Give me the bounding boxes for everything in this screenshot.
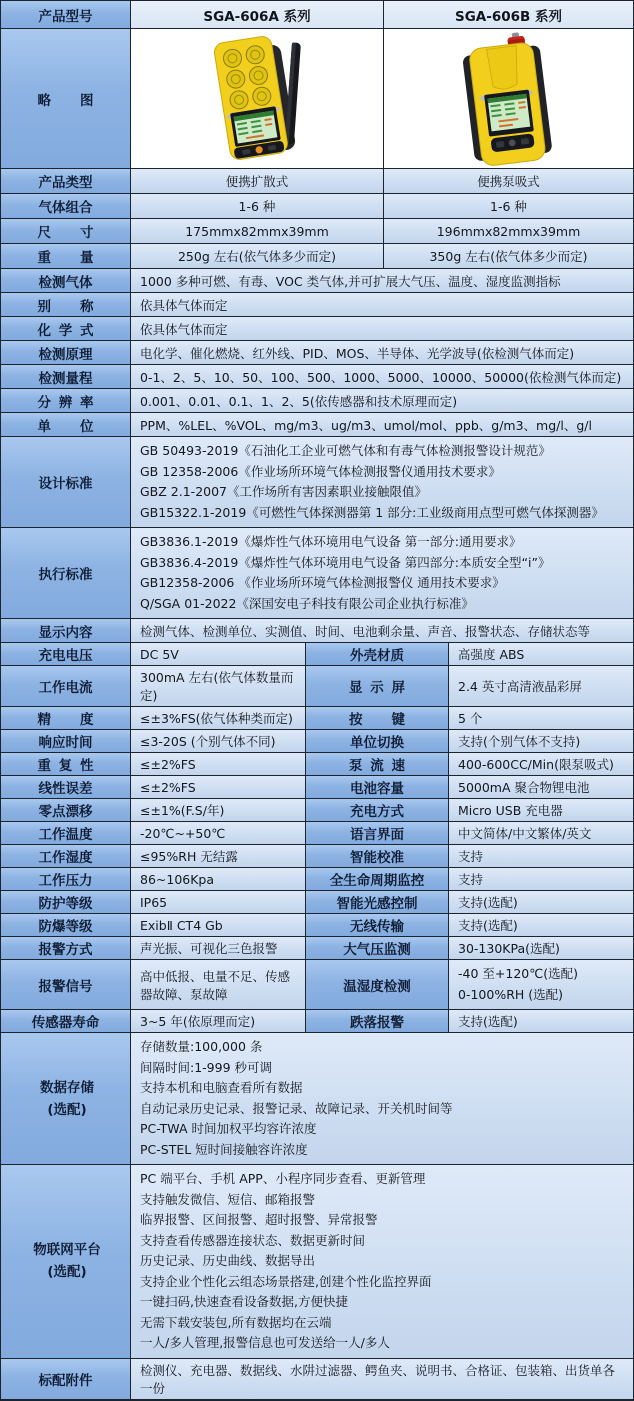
- row-product-type: [1, 169, 633, 194]
- value-wireless: 支持(选配): [449, 914, 633, 937]
- feature-line: PC 端平台、手机 APP、小程序同步查看、更新管理: [140, 1171, 426, 1186]
- product-photo-sga-606b: [384, 29, 633, 168]
- standard-line: GB3836.4-2019《爆炸性气体环境用电气设备 第四部分:本质安全型“i”》: [140, 554, 551, 570]
- feature-line: 支持触发微信、短信、邮箱报警: [140, 1191, 316, 1207]
- standard-line: GB 12358-2006《作业场所环境气体检测报警仪通用技术要求》: [140, 463, 501, 479]
- row-alias: [1, 293, 633, 317]
- value-exec-standards: [131, 528, 633, 619]
- value-display-content: 检测气体、检测单位、实测值、时间、电池剩余量、声音、报警状态、存储状态等: [131, 619, 633, 643]
- row-accessories: [1, 1359, 633, 1399]
- feature-line: PC-TWA 时间加权平均容许浓度: [140, 1121, 317, 1136]
- label-unit-switch: 单位切换: [306, 730, 449, 753]
- label-buttons: 按键: [306, 707, 449, 730]
- label-data-storage: [1, 1033, 131, 1165]
- label-line: (选配): [47, 1264, 87, 1281]
- value-charging: Micro USB 充电器: [449, 799, 633, 822]
- value-pump-flow: 400-600CC/Min(限泵吸式): [449, 753, 633, 776]
- value-ip-rating: IP65: [131, 891, 306, 914]
- label-working-current: 工作电流: [1, 666, 131, 707]
- label-response-time: 响应时间: [1, 730, 131, 753]
- feature-line: 一键扫码,快速查看设备数据,方便快捷: [140, 1294, 348, 1309]
- value-data-storage: [131, 1033, 633, 1165]
- label-line: 物联网平台: [33, 1242, 101, 1259]
- row-work-pressure: [1, 868, 633, 891]
- row-alarm-mode: [1, 937, 633, 960]
- value-language: 中文简体/中文繁体/英文: [449, 822, 633, 845]
- value-alias: 依具体气体而定: [131, 293, 633, 317]
- label-sensor-life: 传感器寿命: [1, 1010, 131, 1033]
- row-iot-platform: [1, 1165, 633, 1359]
- value-line: 0-100%RH (选配): [458, 986, 564, 1002]
- feature-line: 历史记录、历史曲线、数据导出: [140, 1253, 316, 1268]
- label-principle: 检测原理: [1, 341, 131, 365]
- value-shell-material: 高强度 ABS: [449, 643, 633, 666]
- label-work-humidity: 工作湿度: [1, 845, 131, 868]
- value-repeatability: ≤±2%FS: [131, 753, 306, 776]
- label-weight: 重量: [1, 244, 131, 269]
- label-accuracy: 精度: [1, 707, 131, 730]
- feature-line: 间隔时间:1-999 秒可调: [140, 1059, 273, 1075]
- row-design-standards: [1, 437, 633, 528]
- row-detect-gases: [1, 269, 633, 293]
- product-image-cell-a: [131, 29, 384, 169]
- value-product-type-a: 便携扩散式: [131, 169, 384, 194]
- gas-detector-a-illustration: [182, 32, 332, 166]
- row-resolution: [1, 389, 633, 413]
- label-range: 检测量程: [1, 365, 131, 389]
- value-light-sensor: 支持(选配): [449, 891, 633, 914]
- row-linearity: [1, 776, 633, 799]
- label-exec-standards: 执行标准: [1, 528, 131, 619]
- label-sketch: 略图: [1, 29, 131, 169]
- value-gas-combo-b: 1-6 种: [384, 194, 633, 219]
- value-product-type-b: 便携泵吸式: [384, 169, 633, 194]
- row-ex-rating: [1, 914, 633, 937]
- feature-line: 支持企业个性化云组态场景搭建,创建个性化监控界面: [140, 1273, 432, 1289]
- row-sketch: [1, 29, 633, 169]
- label-work-pressure: 工作压力: [1, 868, 131, 891]
- label-alarm-mode: 报警方式: [1, 937, 131, 960]
- value-line: -40 至+120℃(选配): [458, 966, 579, 981]
- value-linearity: ≤±2%FS: [131, 776, 306, 799]
- row-repeatability: [1, 753, 633, 776]
- value-size-b: 196mmx82mmx39mm: [384, 219, 633, 244]
- value-principle: 电化学、催化燃烧、红外线、PID、MOS、半导体、光学波导(依检测气体而定): [131, 341, 633, 365]
- standard-line: GB3836.1-2019《爆炸性气体环境用电气设备 第一部分:通用要求》: [140, 534, 522, 549]
- value-resolution: 0.001、0.01、0.1、1、2、5(依传感器和技术原理而定): [131, 389, 633, 413]
- label-wireless: 无线传输: [306, 914, 449, 937]
- feature-line: 支持查看传感器连接状态、数据更新时间: [140, 1232, 366, 1248]
- row-work-humidity: [1, 845, 633, 868]
- label-shell-material: 外壳材质: [306, 643, 449, 666]
- row-range: [1, 365, 633, 389]
- label-ex-rating: 防爆等级: [1, 914, 131, 937]
- label-alarm-signal: 报警信号: [1, 960, 131, 1010]
- value-work-pressure: 86~106Kpa: [131, 868, 306, 891]
- standard-line: GB15322.1-2019《可燃性气体探测器第 1 部分:工业级商用点型可燃气体探测器》: [140, 504, 604, 520]
- label-resolution: 分辨率: [1, 389, 131, 413]
- label-smart-cal: 智能校准: [306, 845, 449, 868]
- product-photo-sga-606a: [131, 29, 383, 168]
- value-temp-humidity-detect: [449, 960, 633, 1010]
- label-line: 数据存储: [40, 1079, 94, 1096]
- row-exec-standards: [1, 528, 633, 619]
- label-detect-gases: 检测气体: [1, 269, 131, 293]
- row-sensor-life: [1, 1010, 633, 1033]
- value-drop-alarm: 支持(选配): [449, 1010, 633, 1033]
- label-charge-voltage: 充电电压: [1, 643, 131, 666]
- label-pump-flow: 泵流速: [306, 753, 449, 776]
- value-weight-a: 250g 左右(依气体多少而定): [131, 244, 384, 269]
- value-charge-voltage: DC 5V: [131, 643, 306, 666]
- label-lifecycle-monitor: 全生命周期监控: [306, 868, 449, 891]
- value-range: 0-1、2、5、10、50、100、500、1000、5000、10000、50000(依检测气体而定): [131, 365, 633, 389]
- label-display-content: 显示内容: [1, 619, 131, 643]
- row-size: [1, 219, 633, 244]
- value-buttons: 5 个: [449, 707, 633, 730]
- standard-line: Q/SGA 01-2022《深国安电子科技有限公司企业执行标准》: [140, 595, 474, 611]
- product-image-cell-b: [384, 29, 633, 169]
- row-data-storage: [1, 1033, 633, 1165]
- row-charge-voltage: [1, 643, 633, 666]
- label-ip-rating: 防护等级: [1, 891, 131, 914]
- label-design-standards: 设计标准: [1, 437, 131, 528]
- feature-line: 临界报警、区间报警、超时报警、异常报警: [140, 1212, 378, 1227]
- row-alarm-signal: [1, 960, 633, 1010]
- label-gas-combo: 气体组合: [1, 194, 131, 219]
- feature-line: PC-STEL 短时间接触容许浓度: [140, 1141, 308, 1157]
- value-response-time: ≤3-20S (个别气体不同): [131, 730, 306, 753]
- label-accessories: 标配附件: [1, 1359, 131, 1399]
- gas-detector-b-illustration: [434, 31, 584, 167]
- column-header-sga-606b: SGA-606B 系列: [384, 1, 633, 29]
- row-working-current: [1, 666, 633, 707]
- row-ip-rating: [1, 891, 633, 914]
- value-working-current: 300mA 左右(依气体数量而定): [131, 666, 306, 707]
- label-formula: 化学式: [1, 317, 131, 341]
- value-design-standards: [131, 437, 633, 528]
- value-baro-monitor: 30-130KPa(选配): [449, 937, 633, 960]
- row-gas-combo: [1, 194, 633, 219]
- value-sensor-life: 3~5 年(依原理而定): [131, 1010, 306, 1033]
- label-repeatability: 重复性: [1, 753, 131, 776]
- value-formula: 依具体气体而定: [131, 317, 633, 341]
- feature-line: 一人/多人管理,报警信息也可发送给一人/多人: [140, 1335, 390, 1350]
- label-screen: 显示屏: [306, 666, 449, 707]
- row-response-time: [1, 730, 633, 753]
- value-battery: 5000mA 聚合物锂电池: [449, 776, 633, 799]
- feature-line: 无需下载安装包,所有数据均在云端: [140, 1314, 332, 1330]
- value-iot-platform: [131, 1165, 633, 1359]
- value-lifecycle-monitor: 支持: [449, 868, 633, 891]
- row-formula: [1, 317, 633, 341]
- value-alarm-mode: 声光振、可视化三色报警: [131, 937, 306, 960]
- label-units: 单位: [1, 413, 131, 437]
- label-drop-alarm: 跌落报警: [306, 1010, 449, 1033]
- row-model: [1, 1, 633, 29]
- value-screen: 2.4 英寸高清液晶彩屏: [449, 666, 633, 707]
- value-work-humidity: ≤95%RH 无结露: [131, 845, 306, 868]
- value-ex-rating: ExibⅡ CT4 Gb: [131, 914, 306, 937]
- label-battery: 电池容量: [306, 776, 449, 799]
- standard-line: GBZ 2.1-2007《工作场所有害因素职业接触限值》: [140, 484, 428, 499]
- value-detect-gases: 1000 多种可燃、有毒、VOC 类气体,并可扩展大气压、温度、湿度监测指标: [131, 269, 633, 293]
- value-alarm-signal: 高中低报、电量不足、传感器故障、泵故障: [131, 960, 306, 1010]
- value-size-a: 175mmx82mmx39mm: [131, 219, 384, 244]
- label-language: 语言界面: [306, 822, 449, 845]
- feature-line: 存储数量:100,000 条: [140, 1039, 263, 1054]
- column-header-sga-606a: SGA-606A 系列: [131, 1, 384, 29]
- label-line: (选配): [47, 1101, 87, 1118]
- value-work-temp: -20℃~+50℃: [131, 822, 306, 845]
- label-alias: 别称: [1, 293, 131, 317]
- value-accuracy: ≤±3%FS(依气体种类而定): [131, 707, 306, 730]
- value-gas-combo-a: 1-6 种: [131, 194, 384, 219]
- label-size: 尺寸: [1, 219, 131, 244]
- label-work-temp: 工作温度: [1, 822, 131, 845]
- label-model: 产品型号: [1, 1, 131, 29]
- feature-line: 自动记录历史记录、报警记录、故障记录、开关机时间等: [140, 1100, 453, 1116]
- row-principle: [1, 341, 633, 365]
- label-charging: 充电方式: [306, 799, 449, 822]
- label-zero-drift: 零点漂移: [1, 799, 131, 822]
- label-product-type: 产品类型: [1, 169, 131, 194]
- label-temp-humidity-detect: 温湿度检测: [306, 960, 449, 1010]
- row-zero-drift: [1, 799, 633, 822]
- value-accessories: 检测仪、充电器、数据线、水阱过滤器、鳄鱼夹、说明书、合格证、包装箱、出货单各一份: [131, 1359, 633, 1399]
- row-work-temp: [1, 822, 633, 845]
- row-display-content: [1, 619, 633, 643]
- value-smart-cal: 支持: [449, 845, 633, 868]
- label-linearity: 线性误差: [1, 776, 131, 799]
- value-units: PPM、%LEL、%VOL、mg/m3、ug/m3、umol/mol、ppb、g/m3、mg/l、g/l: [131, 413, 633, 437]
- label-iot-platform: [1, 1165, 131, 1359]
- value-unit-switch: 支持(个别气体不支持): [449, 730, 633, 753]
- value-zero-drift: ≤±1%(F.S/年): [131, 799, 306, 822]
- label-baro-monitor: 大气压监测: [306, 937, 449, 960]
- row-accuracy: [1, 707, 633, 730]
- row-weight: [1, 244, 633, 269]
- row-units: [1, 413, 633, 437]
- label-light-sensor: 智能光感控制: [306, 891, 449, 914]
- value-weight-b: 350g 左右(依气体多少而定): [384, 244, 633, 269]
- standard-line: GB 50493-2019《石油化工企业可燃气体和有毒气体检测报警设计规范》: [140, 443, 551, 458]
- standard-line: GB12358-2006 《作业场所环境气体检测报警仪 通用技术要求》: [140, 575, 505, 590]
- feature-line: 支持本机和电脑查看所有数据: [140, 1080, 303, 1095]
